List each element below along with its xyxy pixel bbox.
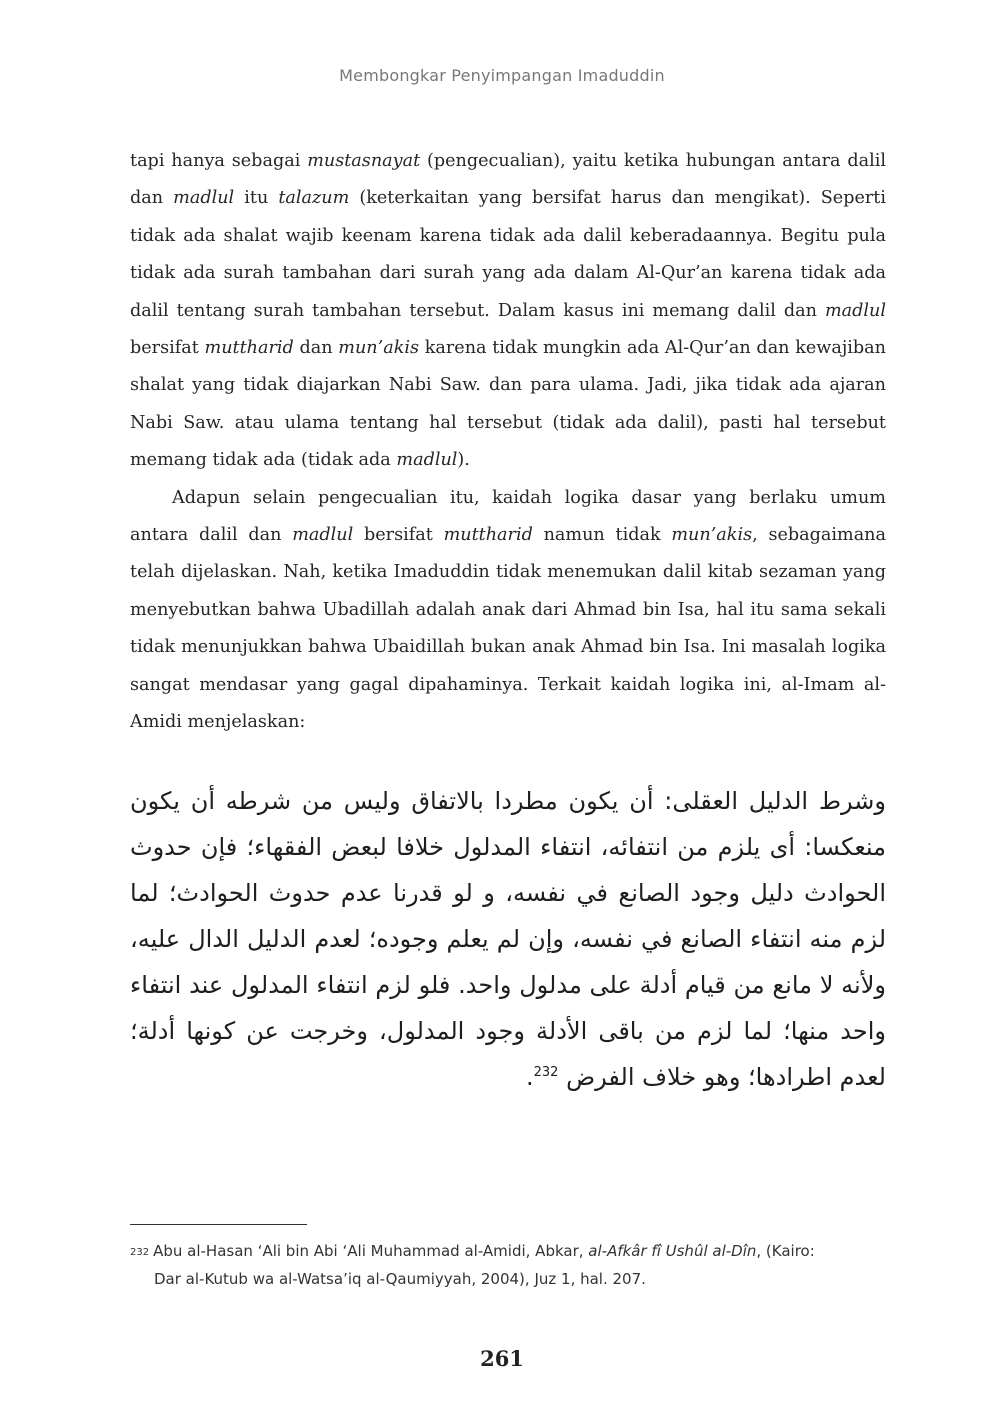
paragraph-2 — [130, 480, 886, 742]
footnote-text: Abu al-Hasan ‘Ali bin Abi ‘Ali Muhammad al-Amidi, Abkar, — [153, 1242, 589, 1260]
text-run: (keterkaitan yang bersifat harus dan mengikat). Seperti tidak ada shalat wajib keenam karena tidak ada dalil keberadaannya. Begitu pula tidak ada surah tambahan dari surah yang ada dalam Al-Qur’an karena tidak ada dalil tentang surah tambahan tersebut. Dalam kasus ini memang dalil dan — [130, 188, 886, 321]
footnote-text-line-2: Dar al-Kutub wa al-Watsa’iq al-Qaumiyyah, 2004), Juz 1, hal. 207. — [154, 1270, 646, 1288]
footnote-text: , (Kairo: — [756, 1242, 815, 1260]
text-run: itu — [234, 188, 279, 209]
footnote-separator — [130, 1224, 307, 1225]
italic-term: madlul — [173, 188, 235, 209]
italic-term: muttharid — [443, 525, 533, 546]
text-run: dan — [293, 338, 339, 359]
footnote-book-title: al-Afkâr fî Ushûl al-Dîn — [588, 1242, 757, 1260]
italic-term: mun’akis — [338, 338, 420, 359]
footnote-number: 232 — [130, 1247, 150, 1258]
end-punctuation: . — [526, 1063, 534, 1091]
italic-term: madlul — [396, 450, 458, 471]
footnote-reference: 232 — [533, 1065, 559, 1080]
text-run: , sebagaimana telah dijelaskan. Nah, ketika Imaduddin tidak menemukan dalil kitab sezaman yang menyebutkan bahwa Ubadillah adalah anak dari Ahmad bin Isa, hal itu sama sekali tidak menunjukkan bahwa Ubaidillah bukan anak Ahmad bin Isa. Ini masalah logika sangat mendasar yang gagal dipahaminya. Terkait kaidah logika ini, al-Imam al-Amidi menjelaskan: — [130, 525, 887, 733]
text-run: ). — [457, 450, 470, 471]
text-run: tapi hanya sebagai — [130, 151, 308, 171]
italic-term: mun’akis — [671, 525, 753, 546]
italic-term: madlul — [824, 300, 886, 321]
footnote — [130, 1237, 886, 1293]
text-run: bersifat — [353, 525, 444, 546]
text-run: bersifat — [130, 338, 205, 359]
arabic-quote — [130, 778, 886, 1100]
italic-term: muttharid — [204, 338, 294, 359]
page-number: 261 — [480, 1346, 524, 1371]
italic-term: mustasnayat — [307, 151, 421, 171]
text-run: Adapun selain pengecualian itu, kaidah logika dasar yang berlaku umum antara dalil dan — [130, 487, 886, 546]
text-run: karena tidak mungkin ada Al-Qur’an dan kewajiban shalat yang tidak diajarkan Nabi Saw. dan para ulama. Jadi, jika tidak ada ajaran Nabi Saw. atau ulama tentang hal tersebut (tidak ada dalil), pasti hal tersebut memang tidak ada (tidak ada — [130, 338, 886, 471]
italic-term: madlul — [292, 525, 354, 546]
arabic-quote-text: وشرط الدليل العقلى: أن يكون مطردا بالاتفاق وليس من شرطه أن يكون منعكسا: أى يلزم من انتفائه، انتفاء المدلول خلافا لبعض الفقهاء؛ فإن حدوث الحوادث دليل وجود الصانع في نفسه، و لو قدرنا عدم حدوث الحوادث؛ لما لزم منه انتفاء الصانع في نفسه، وإن لم يعلم وجوده؛ لعدم الدليل الدال عليه، ولأنه لا مانع من قيام أدلة على مدلول واحد. فلو لزم انتفاء المدلول عند انتفاء واحد منها؛ لما لزم من باقى الأدلة وجود المدلول، وخرجت عن كونها أدلة؛ لعدم اطرادها؛ وهو خلاف الفرض — [130, 787, 886, 1091]
running-header: Membongkar Penyimpangan Imaduddin — [339, 66, 665, 85]
paragraph-1 — [130, 143, 886, 480]
text-run: namun tidak — [532, 525, 672, 546]
italic-term: talazum — [278, 188, 350, 209]
text-run: (pengecualian), yaitu ketika hubungan antara dalil dan — [130, 151, 886, 209]
main-text — [130, 143, 886, 742]
